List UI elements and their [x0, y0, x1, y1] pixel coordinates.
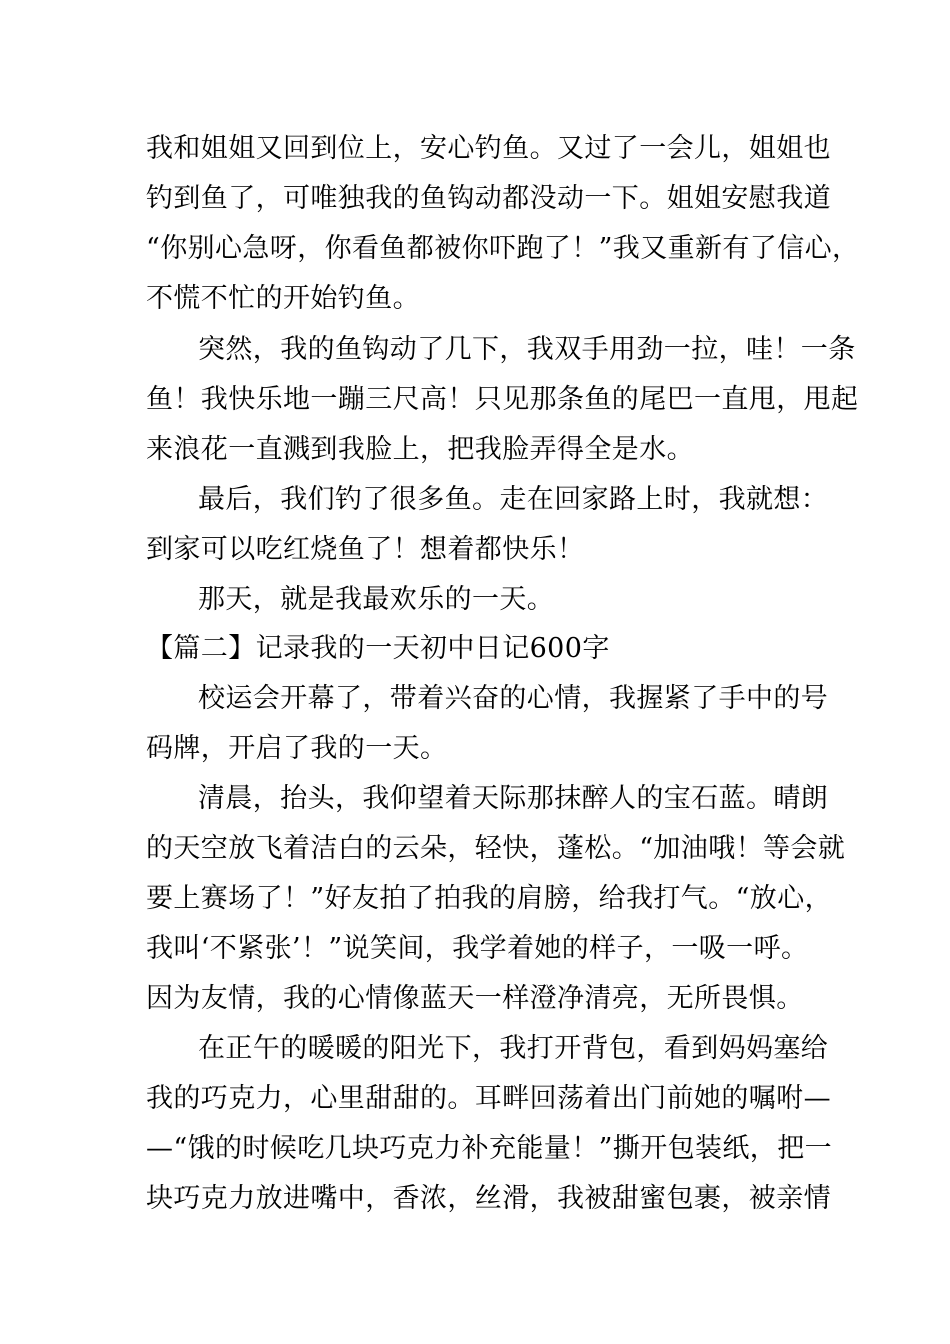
paragraph-line: 不慌不忙的开始钓鱼。 [146, 283, 420, 314]
paragraph-line: 来浪花一直溅到我脸上，把我脸弄得全是水。 [146, 434, 694, 465]
paragraph-line: 因为友情，我的心情像蓝天一样澄净清亮，无所畏惧。 [146, 983, 804, 1014]
paragraph-line: 块巧克力放进嘴中，香浓，丝滑，我被甜蜜包裹，被亲情 [146, 1183, 831, 1214]
paragraph-line: 鱼！我快乐地一蹦三尺高！只见那条鱼的尾巴一直甩，甩起 [146, 384, 859, 415]
paragraph-line: 我和姐姐又回到位上，安心钓鱼。又过了一会儿，姐姐也 [146, 133, 831, 164]
paragraph-line: 钓到鱼了，可唯独我的鱼钩动都没动一下。姐姐安慰我道 [146, 183, 831, 214]
paragraph-line: 突然，我的鱼钩动了几下，我双手用劲一拉，哇！一条 [198, 334, 856, 365]
paragraph-line: 的天空放飞着洁白的云朵，轻快，蓬松。“加油哦！等会就 [146, 833, 846, 864]
paragraph-line: 到家可以吃红烧鱼了！想着都快乐！ [146, 534, 585, 565]
paragraph-line: 清晨，抬头，我仰望着天际那抹醉人的宝石蓝。晴朗 [198, 783, 829, 814]
paragraph-line: 最后，我们钓了很多鱼。走在回家路上时，我就想： [198, 484, 829, 515]
paragraph-line: 在正午的暖暖的阳光下，我打开背包，看到妈妈塞给 [198, 1033, 829, 1064]
section-heading: 【篇二】记录我的一天初中日记600字 [146, 633, 610, 664]
paragraph-line: 校运会开幕了，带着兴奋的心情，我握紧了手中的号 [198, 683, 829, 714]
paragraph-line: 我的巧克力，心里甜甜的。耳畔回荡着出门前她的嘱咐— [146, 1083, 831, 1114]
paragraph-line: 要上赛场了！”好友拍了拍我的肩膀，给我打气。“放心， [146, 883, 833, 914]
paragraph-line: “你别心急呀，你看鱼都被你吓跑了！”我又重新有了信心， [146, 233, 860, 264]
paragraph-line: 我叫‘不紧张’！”说笑间，我学着她的样子，一吸一呼。 [146, 933, 809, 964]
paragraph-line: —“饿的时候吃几块巧克力补充能量！”撕开包装纸，把一 [146, 1133, 833, 1164]
paragraph-line: 那天，就是我最欢乐的一天。 [198, 584, 555, 615]
paragraph-line: 码牌，开启了我的一天。 [146, 733, 448, 764]
